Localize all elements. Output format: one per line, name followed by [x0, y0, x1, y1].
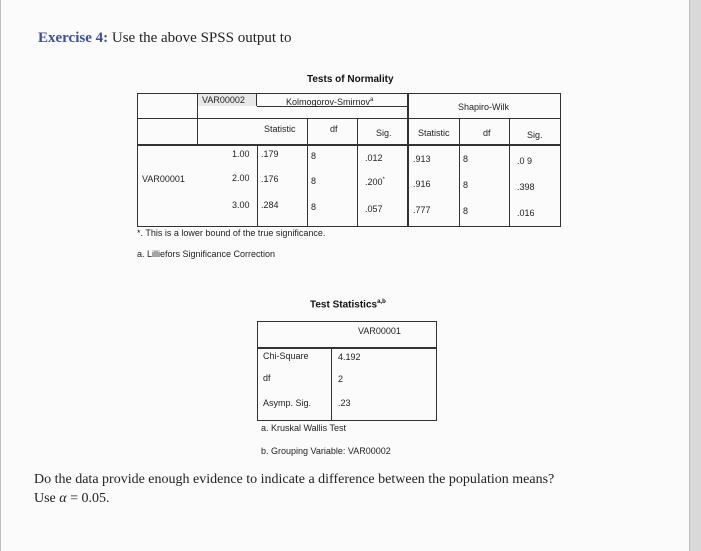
- ks-stat-divider: [307, 118, 308, 227]
- sw-df-value: 8: [463, 180, 469, 190]
- kw-row-label: df: [263, 373, 271, 383]
- sw-col-statistic: Statistic: [418, 128, 450, 138]
- kw-row-value: 4.192: [338, 352, 361, 362]
- footnote-kruskal-wallis: a. Kruskal Wallis Test: [261, 423, 347, 433]
- ks-df-value: 8: [311, 176, 317, 186]
- question-line-2: Use α = 0.05.: [34, 491, 110, 506]
- table-row-group: 2.00: [232, 173, 250, 183]
- ks-col-df: df: [330, 124, 338, 134]
- ks-statistic-value: .179: [261, 149, 279, 159]
- kw-row-label: Chi-Square: [263, 351, 309, 361]
- sw-sig-value: .398: [517, 182, 535, 192]
- kw-row-label: Asymp. Sig.: [263, 398, 312, 408]
- sw-df-divider: [509, 118, 510, 227]
- ks-df-value: 8: [311, 151, 317, 161]
- footnote-lilliefors: a. Lilliefors Significance Correction: [137, 249, 276, 259]
- footnote-lower-bound: *. This is a lower bound of the true significance.: [137, 228, 326, 238]
- kw-row-value: .23: [338, 398, 351, 408]
- stub-divider-body: [257, 144, 258, 227]
- ks-statistic-value: .176: [261, 174, 279, 184]
- sw-statistic-value: .916: [413, 179, 431, 189]
- exercise-number: Exercise 4:: [38, 30, 109, 46]
- header-divider-2: [137, 144, 561, 146]
- sw-statistic-value: .777: [413, 205, 431, 215]
- sw-col-sig: Sig.: [527, 130, 543, 140]
- footnote-grouping-variable: b. Grouping Variable: VAR00002: [261, 446, 391, 456]
- ks-header: Kolmogorov-Smirnov$^a$: [286, 97, 374, 107]
- question-text: [34, 470, 674, 508]
- ks-df-value: 8: [311, 202, 317, 212]
- kw-column-divider: [331, 347, 332, 421]
- ks-sw-divider: [407, 93, 409, 227]
- sw-df-value: 8: [463, 154, 469, 164]
- alpha-symbol: α: [59, 491, 67, 506]
- sw-sig-value: .0 9: [517, 156, 533, 166]
- ks-sig-value: .012: [365, 153, 383, 163]
- group-var-label: VAR00002: [202, 95, 245, 105]
- sw-statistic-value: .913: [413, 154, 431, 164]
- exercise-heading: [38, 30, 291, 47]
- normality-table-title: Tests of Normality: [307, 74, 394, 85]
- ks-sig-value: .200*: [365, 177, 385, 187]
- ks-statistic-value: .284: [261, 200, 279, 210]
- question-line-1: Do the data provide enough evidence to indicate a difference between the population means?: [34, 472, 555, 487]
- sw-stat-divider: [459, 118, 460, 227]
- table-row-group: 1.00: [232, 149, 250, 159]
- header-divider-1: [137, 118, 561, 119]
- sw-header: Shapiro-Wilk: [458, 102, 510, 112]
- sw-sig-value: .016: [517, 208, 535, 218]
- row-variable-label: VAR00001: [142, 174, 185, 184]
- ks-df-divider: [357, 118, 358, 227]
- ks-sig-value: .057: [365, 204, 383, 214]
- ks-col-sig: Sig.: [376, 128, 392, 138]
- table-row-group: 3.00: [232, 200, 250, 210]
- stub-divider: [197, 93, 198, 144]
- normality-table-frame: [137, 93, 561, 227]
- kw-header-divider: [257, 347, 437, 349]
- kw-col-header: VAR00001: [358, 326, 401, 336]
- kw-row-value: 2: [338, 374, 344, 384]
- sw-col-df: df: [483, 128, 491, 138]
- ks-col-statistic: Statistic: [264, 124, 296, 134]
- kw-table-title: Test Statistics$^{a,b}$: [310, 299, 386, 311]
- sw-df-value: 8: [463, 206, 469, 216]
- exercise-instruction: Use the above SPSS output to: [108, 30, 292, 46]
